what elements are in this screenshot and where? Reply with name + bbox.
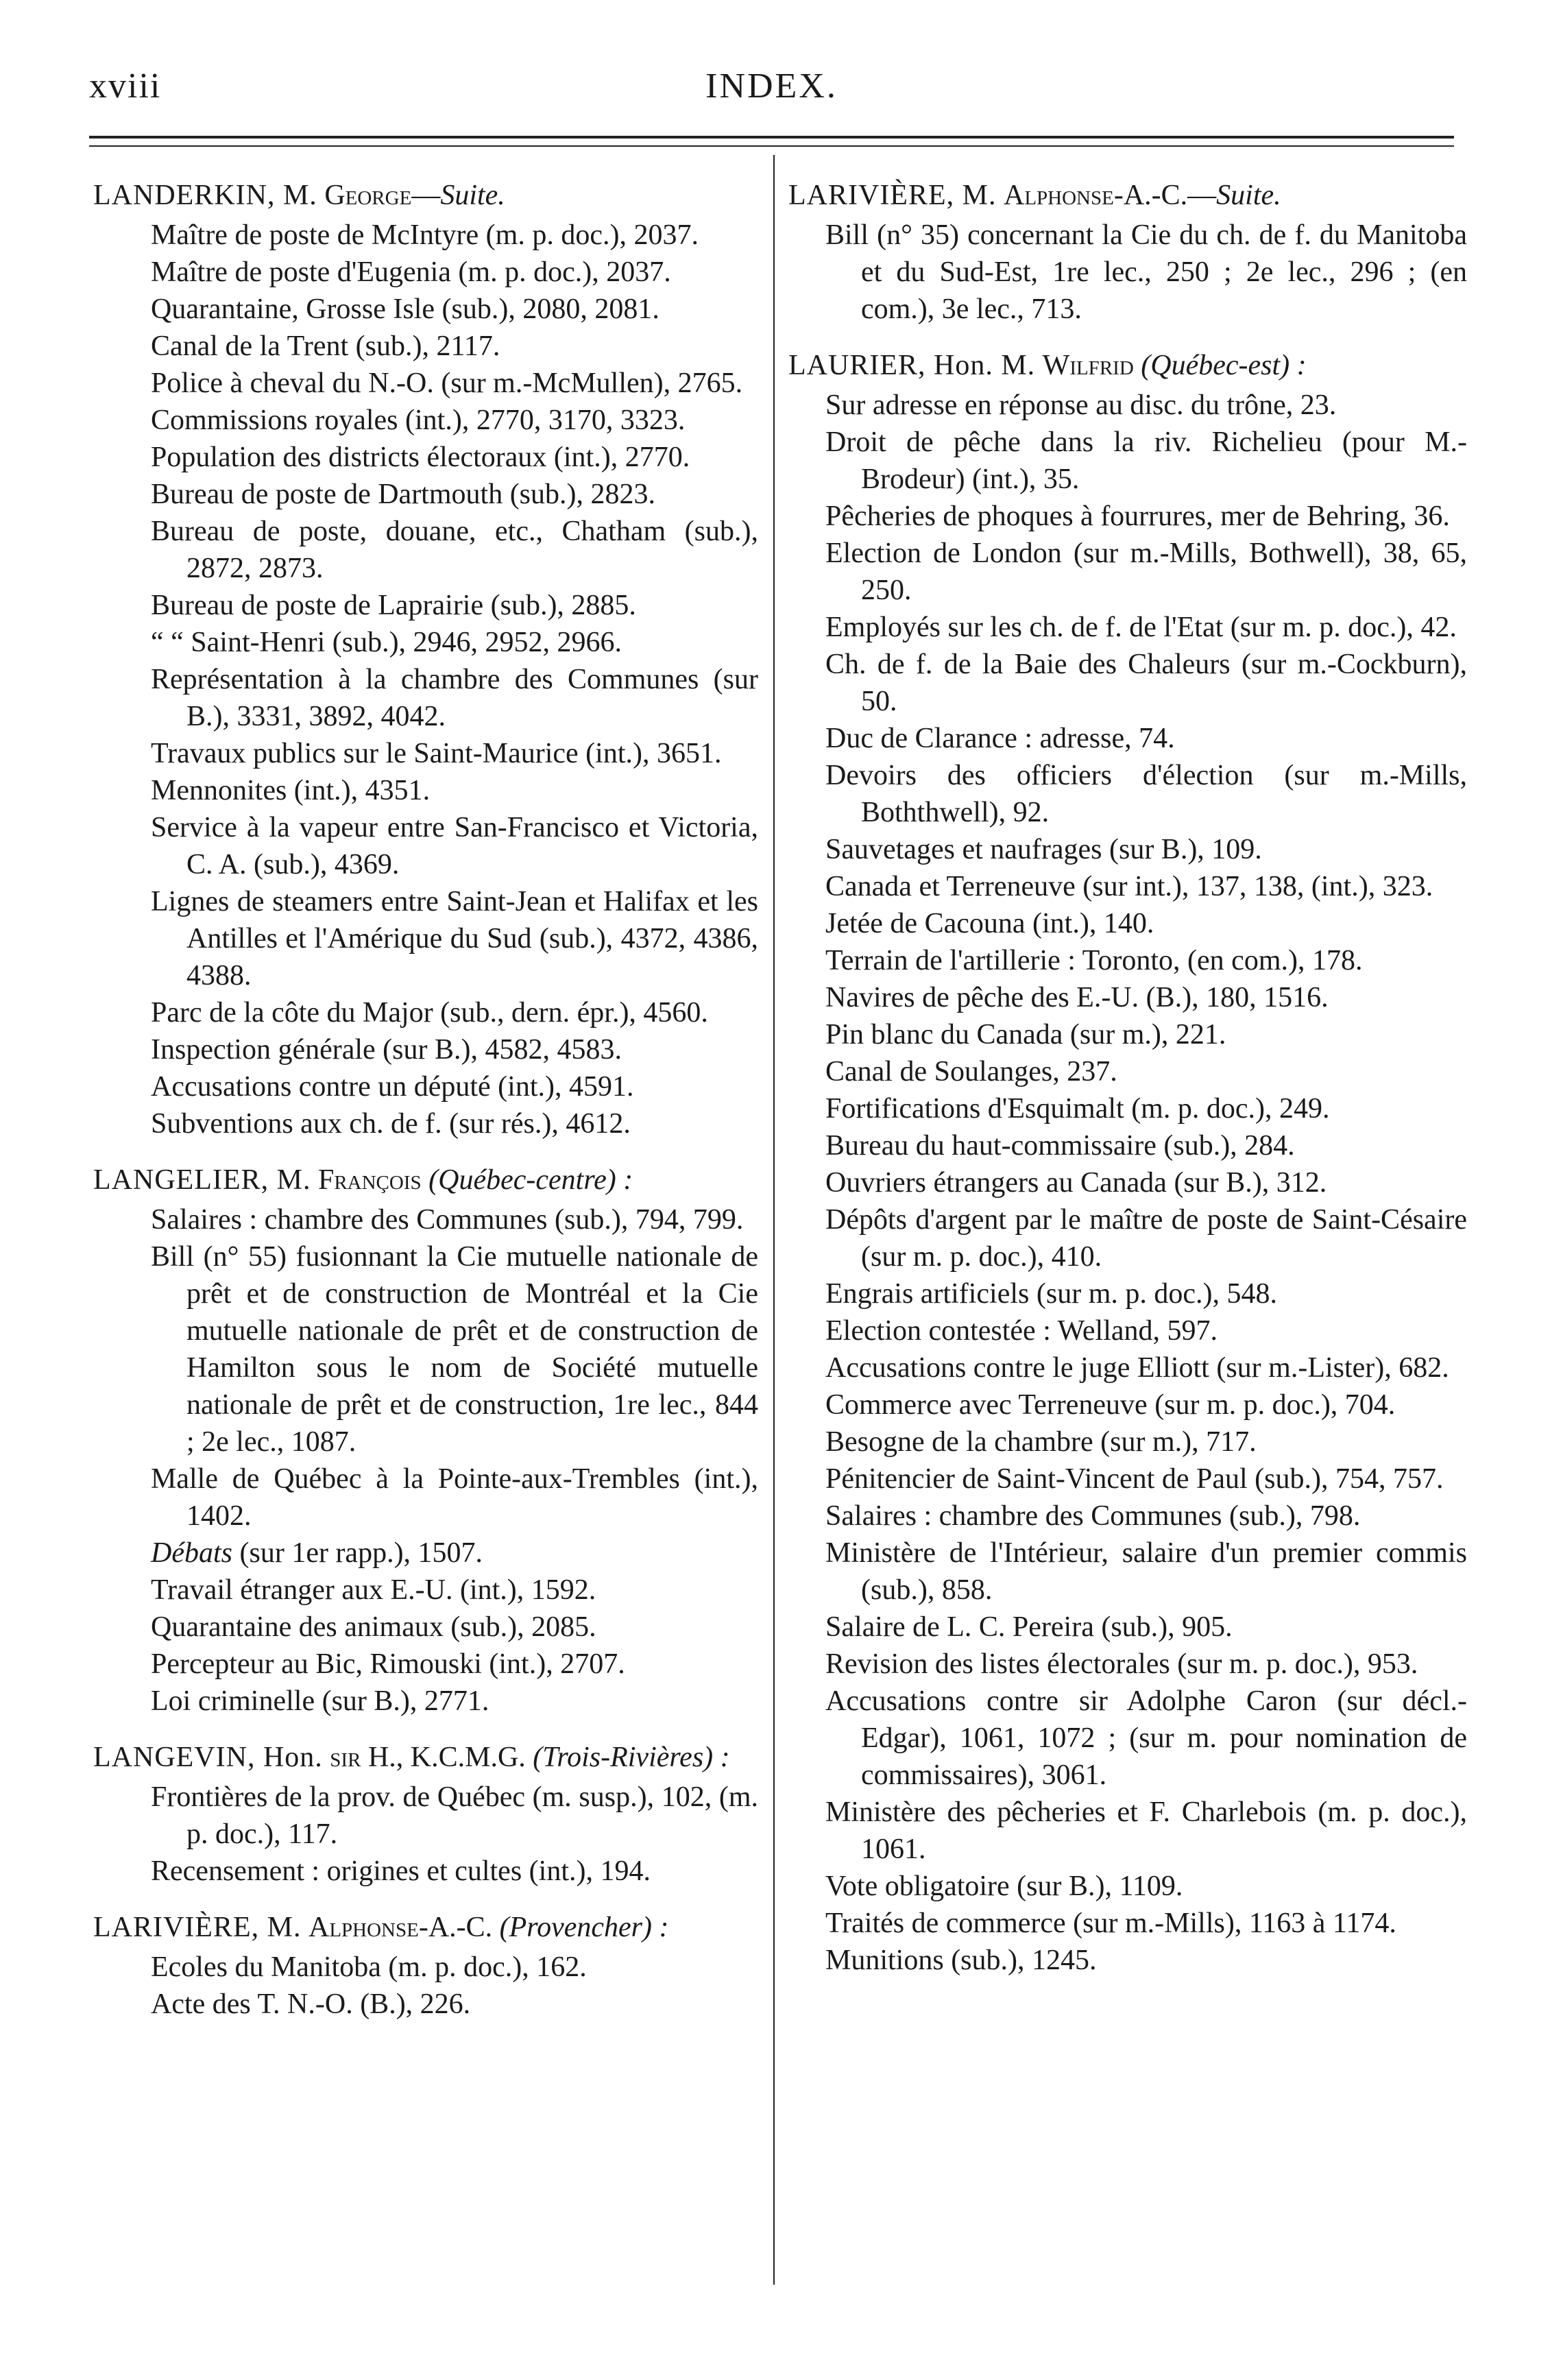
index-entry: Ouvriers étrangers au Canada (sur B.), 312. bbox=[825, 1167, 1327, 1199]
index-entry: Pin blanc du Canada (sur m.), 221. bbox=[825, 1019, 1226, 1050]
heading-constituency: (Trois-Rivières) : bbox=[533, 1742, 730, 1773]
index-entry: Bill (n° 55) fusionnant la Cie mutuelle nationale de prêt et de construction de Montréal et la Cie mutuelle nationale de prêt et de construction de Hamilton sous le nom de Société mutuelle nationale de prêt et de construction, 1re lec., 844 ; 2e lec., 1087. bbox=[151, 1241, 758, 1458]
index-entry: Maître de poste d'Eugenia (m. p. doc.), 2037. bbox=[151, 256, 671, 288]
index-entry: Jetée de Cacouna (int.), 140. bbox=[825, 908, 1154, 939]
right-column bbox=[788, 177, 1467, 1998]
index-entry: Salaire de L. C. Pereira (sub.), 905. bbox=[825, 1611, 1233, 1643]
page-number: xviii bbox=[89, 67, 162, 106]
index-heading bbox=[788, 347, 1467, 384]
index-heading bbox=[788, 177, 1467, 214]
index-entry: Commissions royales (int.), 2770, 3170, 3323. bbox=[151, 405, 686, 436]
heading-tail: H., K.C.M.G. bbox=[361, 1742, 526, 1773]
index-entry: Acte des T. N.-O. (B.), 226. bbox=[151, 1988, 471, 2020]
heading-constituency: (Provencher) : bbox=[499, 1912, 669, 1943]
index-heading bbox=[93, 177, 758, 214]
index-entry: Munitions (sub.), 1245. bbox=[825, 1945, 1097, 1976]
index-entry: Quarantaine des animaux (sub.), 2085. bbox=[151, 1611, 596, 1643]
index-entry: Election contestée : Welland, 597. bbox=[825, 1315, 1218, 1347]
index-entry: Lignes de steamers entre Saint-Jean et Halifax et les Antilles et l'Amérique du Sud (sub.), 4372, 4386, 4388. bbox=[151, 886, 758, 991]
index-entry: Election de London (sur m.-Mills, Bothwell), 38, 65, 250. bbox=[825, 538, 1467, 606]
index-entry: Population des districts électoraux (int.), 2770. bbox=[151, 442, 690, 473]
index-entry: Percepteur au Bic, Rimouski (int.), 2707. bbox=[151, 1648, 625, 1680]
heading-tail: — bbox=[411, 180, 441, 211]
index-entry: Canal de Soulanges, 237. bbox=[825, 1056, 1117, 1087]
index-block bbox=[788, 177, 1467, 328]
index-entry: Bureau du haut-commissaire (sub.), 284. bbox=[825, 1130, 1295, 1162]
heading-constituency: Suite. bbox=[440, 180, 505, 211]
index-entry: Traités de commerce (sur m.-Mills), 1163 à 1174. bbox=[825, 1908, 1396, 1939]
index-entry: Travail étranger aux E.-U. (int.), 1592. bbox=[151, 1574, 596, 1606]
index-entry: Dépôts d'argent par le maître de poste de Saint-Césaire (sur m. p. doc.), 410. bbox=[825, 1204, 1467, 1273]
index-entry: Accusations contre sir Adolphe Caron (sur décl.-Edgar), 1061, 1072 ; (sur m. pour nomination de commissaires), 3061. bbox=[825, 1685, 1467, 1791]
index-entry: Accusations contre un député (int.), 4591. bbox=[151, 1071, 634, 1103]
index-block bbox=[93, 1162, 758, 1720]
index-entry: Ministère de l'Intérieur, salaire d'un premier commis (sub.), 858. bbox=[825, 1537, 1467, 1606]
index-entry: Pénitencier de Saint-Vincent de Paul (sub.), 754, 757. bbox=[825, 1463, 1444, 1495]
column-divider bbox=[773, 155, 775, 2285]
index-heading bbox=[93, 1162, 758, 1199]
heading-tail: — bbox=[1187, 180, 1217, 211]
index-entry: Sauvetages et naufrages (sur B.), 109. bbox=[825, 834, 1262, 865]
index-entry: Représentation à la chambre des Communes (sur B.), 3331, 3892, 4042. bbox=[151, 664, 758, 732]
heading-name: LANDERKIN, M. bbox=[93, 180, 317, 211]
index-entry: Employés sur les ch. de f. de l'Etat (sur m. p. doc.), 42. bbox=[825, 612, 1457, 643]
index-entry: Duc de Clarance : adresse, 74. bbox=[825, 723, 1175, 754]
index-entry: Bureau de poste, douane, etc., Chatham (sub.), 2872, 2873. bbox=[151, 516, 758, 584]
index-block bbox=[93, 1739, 758, 1890]
index-entry: Engrais artificiels (sur m. p. doc.), 548. bbox=[825, 1278, 1277, 1310]
heading-constituency: (Québec-est) : bbox=[1141, 350, 1307, 381]
index-entry: Débats (sur 1er rapp.), 1507. bbox=[151, 1537, 483, 1569]
heading-given-name: Alphonse-A.-C. bbox=[308, 1912, 493, 1943]
index-entry: “ “ Saint-Henri (sub.), 2946, 2952, 2966. bbox=[151, 627, 622, 658]
index-block bbox=[93, 177, 758, 1142]
italic-term: Débats bbox=[151, 1537, 232, 1569]
heading-name: LAURIER, Hon. M. bbox=[788, 350, 1036, 381]
index-entry: Frontières de la prov. de Québec (m. susp.), 102, (m. p. doc.), 117. bbox=[151, 1781, 758, 1850]
heading-name: LARIVIÈRE, M. bbox=[788, 180, 997, 211]
heading-name: LARIVIÈRE, M. bbox=[93, 1912, 302, 1943]
index-entry: Navires de pêche des E.-U. (B.), 180, 1516. bbox=[825, 982, 1329, 1013]
index-entry: Commerce avec Terreneuve (sur m. p. doc.), 704. bbox=[825, 1389, 1396, 1421]
index-entry: Subventions aux ch. de f. (sur rés.), 4612. bbox=[151, 1108, 631, 1140]
index-entry: Accusations contre le juge Elliott (sur m.-Lister), 682. bbox=[825, 1352, 1449, 1384]
left-column bbox=[93, 177, 758, 2042]
heading-name: LANGEVIN, Hon. bbox=[93, 1742, 323, 1773]
index-entry: Service à la vapeur entre San-Francisco et Victoria, C. A. (sub.), 4369. bbox=[151, 812, 758, 880]
heading-given-name: François bbox=[317, 1164, 422, 1196]
index-entry: Travaux publics sur le Saint-Maurice (int.), 3651. bbox=[151, 738, 722, 769]
heading-given-name: sir bbox=[330, 1742, 361, 1773]
index-entry: Besogne de la chambre (sur m.), 717. bbox=[825, 1426, 1257, 1458]
page-title: INDEX. bbox=[705, 67, 838, 106]
index-entry: Revision des listes électorales (sur m. p. doc.), 953. bbox=[825, 1648, 1418, 1680]
page-header bbox=[89, 66, 1454, 128]
heading-name: LANGELIER, M. bbox=[93, 1164, 311, 1196]
index-entry: Canal de la Trent (sub.), 2117. bbox=[151, 330, 500, 362]
index-entry: Ch. de f. de la Baie des Chaleurs (sur m.-Cockburn), 50. bbox=[825, 649, 1467, 717]
index-entry: Salaires : chambre des Communes (sub.), 798. bbox=[825, 1500, 1361, 1532]
heading-given-name: George bbox=[324, 180, 412, 211]
index-entry: Parc de la côte du Major (sub., dern. épr.), 4560. bbox=[151, 997, 708, 1029]
index-entry: Pêcheries de phoques à fourrures, mer de Behring, 36. bbox=[825, 501, 1450, 532]
index-entry: Bill (n° 35) concernant la Cie du ch. de f. du Manitoba et du Sud-Est, 1re lec., 250 ; 2e lec., 296 ; (en com.), 3e lec., 713. bbox=[825, 219, 1467, 325]
index-entry: Malle de Québec à la Pointe-aux-Trembles (int.), 1402. bbox=[151, 1463, 758, 1532]
heading-given-name: Wilfrid bbox=[1042, 350, 1134, 381]
index-entry: Inspection générale (sur B.), 4582, 4583. bbox=[151, 1034, 622, 1066]
index-entry: Vote obligatoire (sur B.), 1109. bbox=[825, 1871, 1183, 1902]
heading-constituency: (Québec-centre) : bbox=[428, 1164, 633, 1196]
index-heading bbox=[93, 1909, 758, 1946]
index-entry: Bureau de poste de Laprairie (sub.), 2885. bbox=[151, 590, 636, 621]
index-entry: Fortifications d'Esquimalt (m. p. doc.), 249. bbox=[825, 1093, 1330, 1125]
index-entry: Recensement : origines et cultes (int.), 194. bbox=[151, 1855, 651, 1887]
index-block bbox=[93, 1909, 758, 2023]
index-heading bbox=[93, 1739, 758, 1776]
index-entry: Salaires : chambre des Communes (sub.), 794, 799. bbox=[151, 1204, 744, 1236]
index-entry: Mennonites (int.), 4351. bbox=[151, 775, 431, 806]
index-entry: Terrain de l'artillerie : Toronto, (en com.), 178. bbox=[825, 945, 1363, 976]
index-entry: Sur adresse en réponse au disc. du trône, 23. bbox=[825, 389, 1337, 421]
heading-given-name: Alphonse-A.-C. bbox=[1003, 180, 1188, 211]
header-rule-thick bbox=[89, 136, 1454, 139]
index-entry: Maître de poste de McIntyre (m. p. doc.), 2037. bbox=[151, 219, 699, 251]
index-entry: Quarantaine, Grosse Isle (sub.), 2080, 2081. bbox=[151, 293, 659, 325]
index-entry: Police à cheval du N.-O. (sur m.-McMullen), 2765. bbox=[151, 368, 743, 399]
header-rule-thin bbox=[89, 145, 1454, 147]
index-entry: Loi criminelle (sur B.), 2771. bbox=[151, 1685, 489, 1717]
heading-constituency: Suite. bbox=[1216, 180, 1281, 211]
index-entry: Droit de pêche dans la riv. Richelieu (pour M.-Brodeur) (int.), 35. bbox=[825, 426, 1467, 495]
index-block bbox=[788, 347, 1467, 1979]
index-entry: Ecoles du Manitoba (m. p. doc.), 162. bbox=[151, 1951, 587, 1983]
index-entry: Ministère des pêcheries et F. Charlebois (m. p. doc.), 1061. bbox=[825, 1796, 1467, 1865]
index-entry: Devoirs des officiers d'élection (sur m.-Mills, Boththwell), 92. bbox=[825, 760, 1467, 828]
index-entry: Canada et Terreneuve (sur int.), 137, 138, (int.), 323. bbox=[825, 871, 1433, 902]
index-entry: Bureau de poste de Dartmouth (sub.), 2823. bbox=[151, 479, 656, 510]
